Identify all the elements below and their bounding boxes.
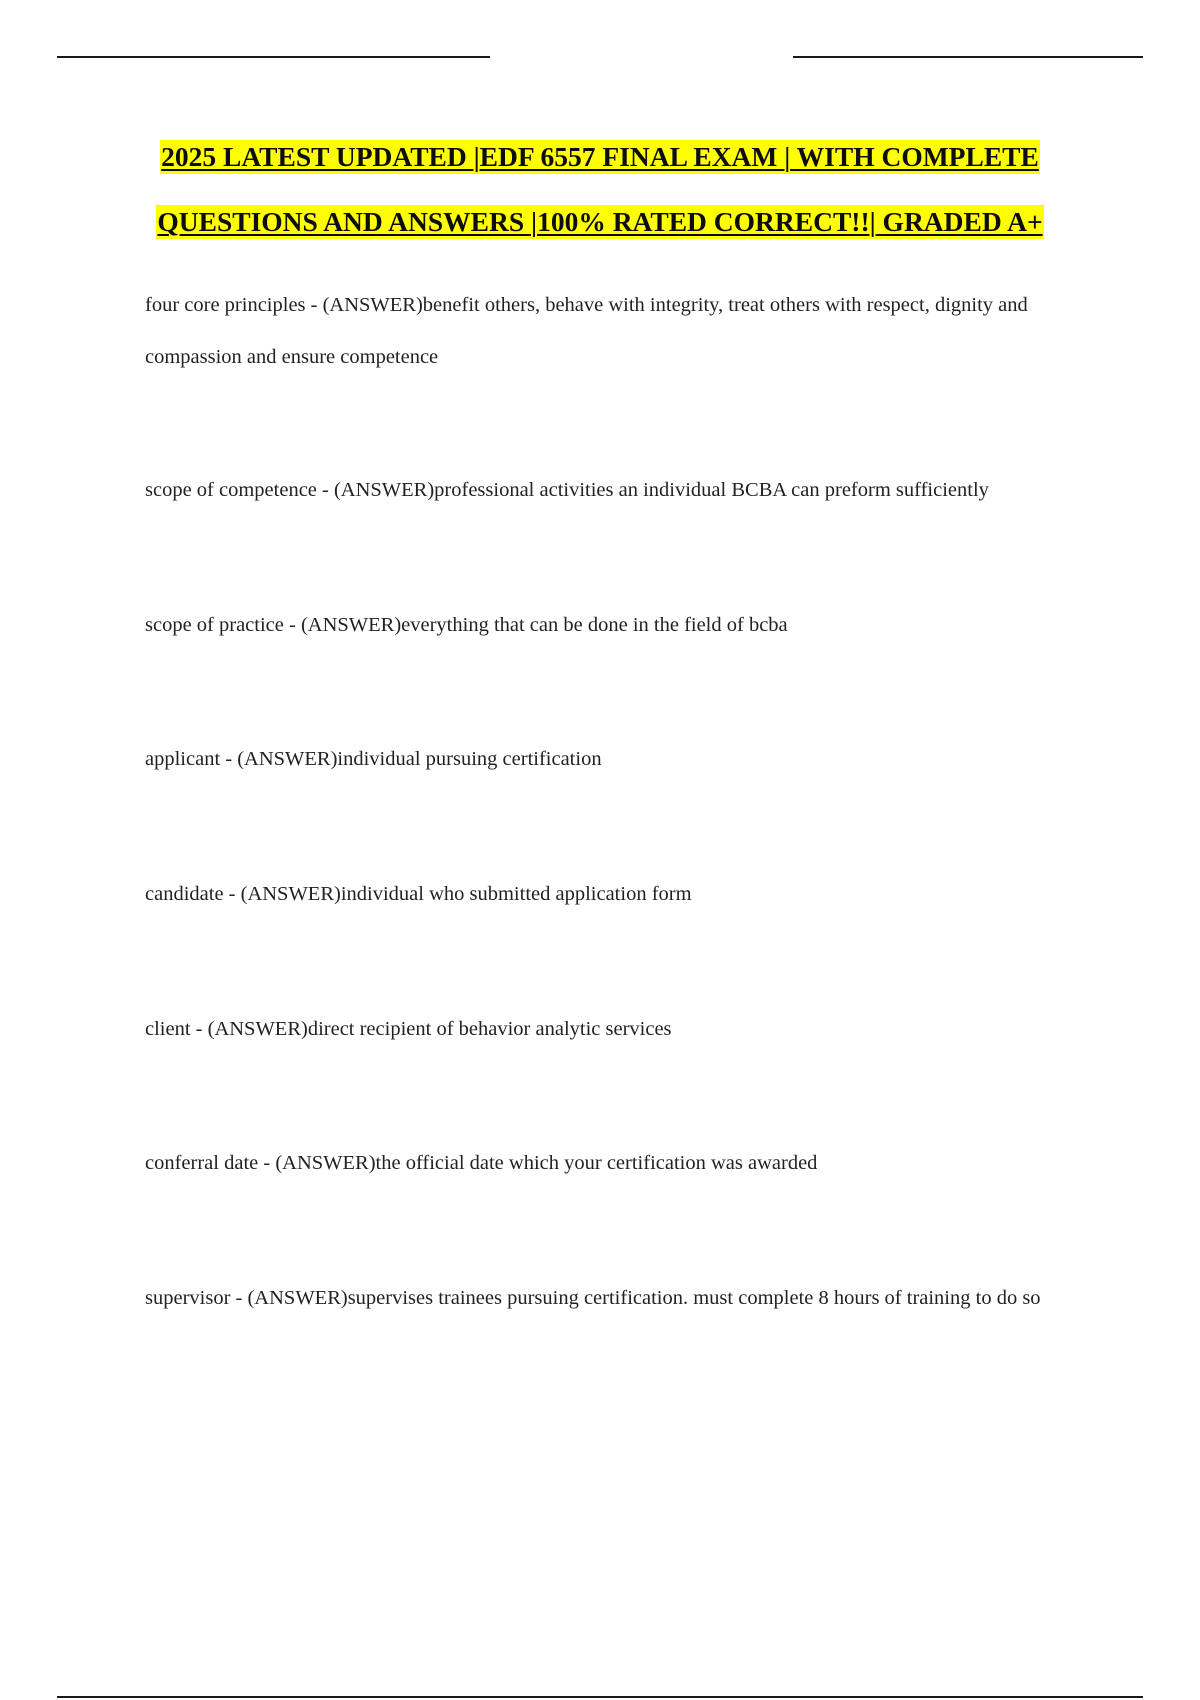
qa-entry-candidate: candidate - (ANSWER)individual who submitted application form <box>145 883 692 905</box>
qa-entry-supervisor: supervisor - (ANSWER)supervises trainees pursuing certification. must complete 8 hours of training to do so <box>145 1287 1041 1309</box>
qa-entry-client: client - (ANSWER)direct recipient of behavior analytic services <box>145 1018 672 1040</box>
title-line-2: QUESTIONS AND ANSWERS |100% RATED CORRECT!!| GRADED A+ <box>157 206 1043 237</box>
header-rule-right <box>793 56 1143 58</box>
header-rule-left <box>57 56 490 58</box>
title-line-1: 2025 LATEST UPDATED |EDF 6557 FINAL EXAM | WITH COMPLETE <box>161 141 1039 172</box>
qa-entry-scope-of-practice: scope of practice - (ANSWER)everything that can be done in the field of bcba <box>145 614 788 636</box>
qa-entry-scope-of-competence: scope of competence - (ANSWER)professional activities an individual BCBA can preform sufficiently <box>145 479 989 501</box>
qa-entry-conferral-date: conferral date - (ANSWER)the official date which your certification was awarded <box>145 1152 818 1174</box>
footer-rule <box>57 1696 1143 1698</box>
qa-entry-applicant: applicant - (ANSWER)individual pursuing certification <box>145 748 602 770</box>
qa-entry-four-core-principles: four core principles - (ANSWER)benefit others, behave with integrity, treat others with respect, dignity and compassion and ensure competence <box>145 294 1028 368</box>
document-title <box>0 140 1200 270</box>
